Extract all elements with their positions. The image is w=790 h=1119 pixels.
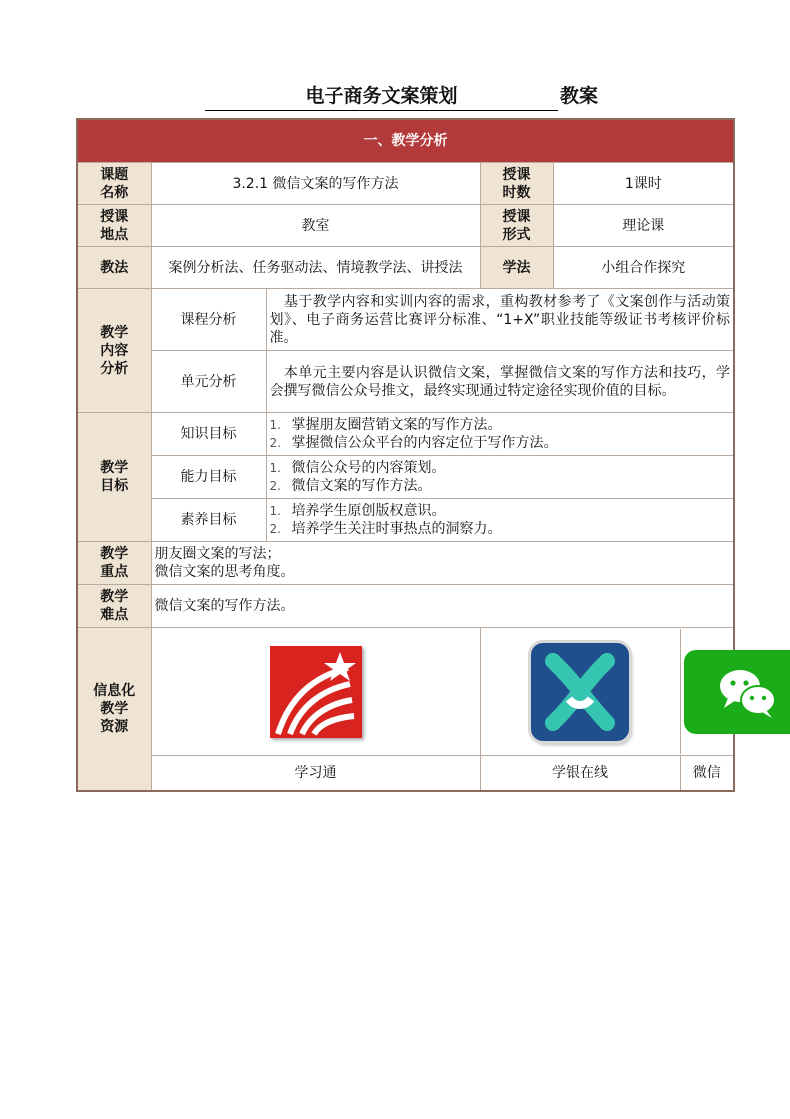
list-item: 2. 掌握微信公众平台的内容定位于写作方法。 bbox=[269, 435, 558, 451]
method-label: 教法 bbox=[77, 247, 151, 289]
study-method-label: 学法 bbox=[480, 247, 553, 289]
section-header: 一、教学分析 bbox=[77, 119, 734, 163]
wechat-name: 微信 bbox=[692, 765, 721, 781]
resources-label: 信息化 教学 资源 bbox=[77, 628, 151, 792]
form-label: 授课 形式 bbox=[480, 205, 553, 247]
knowledge-goal-list bbox=[266, 413, 734, 456]
lesson-plan-table bbox=[76, 118, 735, 792]
location-label: 授课 地点 bbox=[77, 205, 151, 247]
unit-analysis-text: 本单元主要内容是认识微信文案，掌握微信文案的写作方法和技巧，学会撰写微信公众号推文，最终实现通过特定途径实现价值的目标。 bbox=[266, 351, 734, 413]
list-item: 1. 掌握朋友圈营销文案的写作方法。 bbox=[269, 417, 502, 433]
wechat-logo-icon bbox=[684, 650, 790, 734]
key-points-label: 教学 重点 bbox=[77, 542, 151, 585]
knowledge-goal-label: 知识目标 bbox=[151, 413, 266, 456]
xuexitong-name: 学习通 bbox=[151, 756, 480, 792]
method-value: 案例分析法、任务驱动法、情境教学法、讲授法 bbox=[151, 247, 480, 289]
study-method-value: 小组合作探究 bbox=[553, 247, 734, 289]
resource-names bbox=[480, 756, 734, 792]
course-analysis-label: 课程分析 bbox=[151, 289, 266, 351]
quality-goal-label: 素养目标 bbox=[151, 499, 266, 542]
unit-analysis-label: 单元分析 bbox=[151, 351, 266, 413]
xueyin-logo-icon bbox=[531, 643, 629, 741]
course-title: 电子商务文案策划 bbox=[205, 82, 558, 111]
topic-value: 3.2.1 微信文案的写作方法 bbox=[151, 163, 480, 205]
content-analysis-label: 教学 内容 分析 bbox=[77, 289, 151, 413]
hours-value: 1课时 bbox=[553, 163, 734, 205]
form-value: 理论课 bbox=[553, 205, 734, 247]
quality-goal-list bbox=[266, 499, 734, 542]
title-suffix: 教案 bbox=[560, 85, 599, 107]
document-title bbox=[205, 82, 605, 112]
wechat-icon-wrap bbox=[680, 629, 733, 754]
xuexitong-logo-icon bbox=[270, 646, 362, 738]
key-points-text: 朋友圈文案的写法； 微信文案的思考角度。 bbox=[151, 542, 734, 585]
xueyin-cell bbox=[480, 628, 734, 756]
xuexitong-cell bbox=[151, 628, 480, 756]
topic-label: 课题 名称 bbox=[77, 163, 151, 205]
ability-goal-label: 能力目标 bbox=[151, 456, 266, 499]
list-item: 1. 微信公众号的内容策划。 bbox=[269, 460, 446, 476]
list-item: 1. 培养学生原创版权意识。 bbox=[269, 503, 446, 519]
list-item: 2. 培养学生关注时事热点的洞察力。 bbox=[269, 521, 502, 537]
xueyin-name: 学银在线 bbox=[481, 756, 681, 790]
hours-label: 授课 时数 bbox=[480, 163, 553, 205]
difficulties-text: 微信文案的写作方法。 bbox=[151, 585, 734, 628]
teaching-goals-label: 教学 目标 bbox=[77, 413, 151, 542]
location-value: 教室 bbox=[151, 205, 480, 247]
xueyin-icon-wrap bbox=[481, 629, 681, 754]
difficulties-label: 教学 难点 bbox=[77, 585, 151, 628]
course-analysis-text: 基于教学内容和实训内容的需求，重构教材参考了《文案创作与活动策划》、电子商务运营比赛评分标准、“1+X”职业技能等级证书考核评价标准。 bbox=[266, 289, 734, 351]
ability-goal-list bbox=[266, 456, 734, 499]
list-item: 2. 微信文案的写作方法。 bbox=[269, 478, 432, 494]
